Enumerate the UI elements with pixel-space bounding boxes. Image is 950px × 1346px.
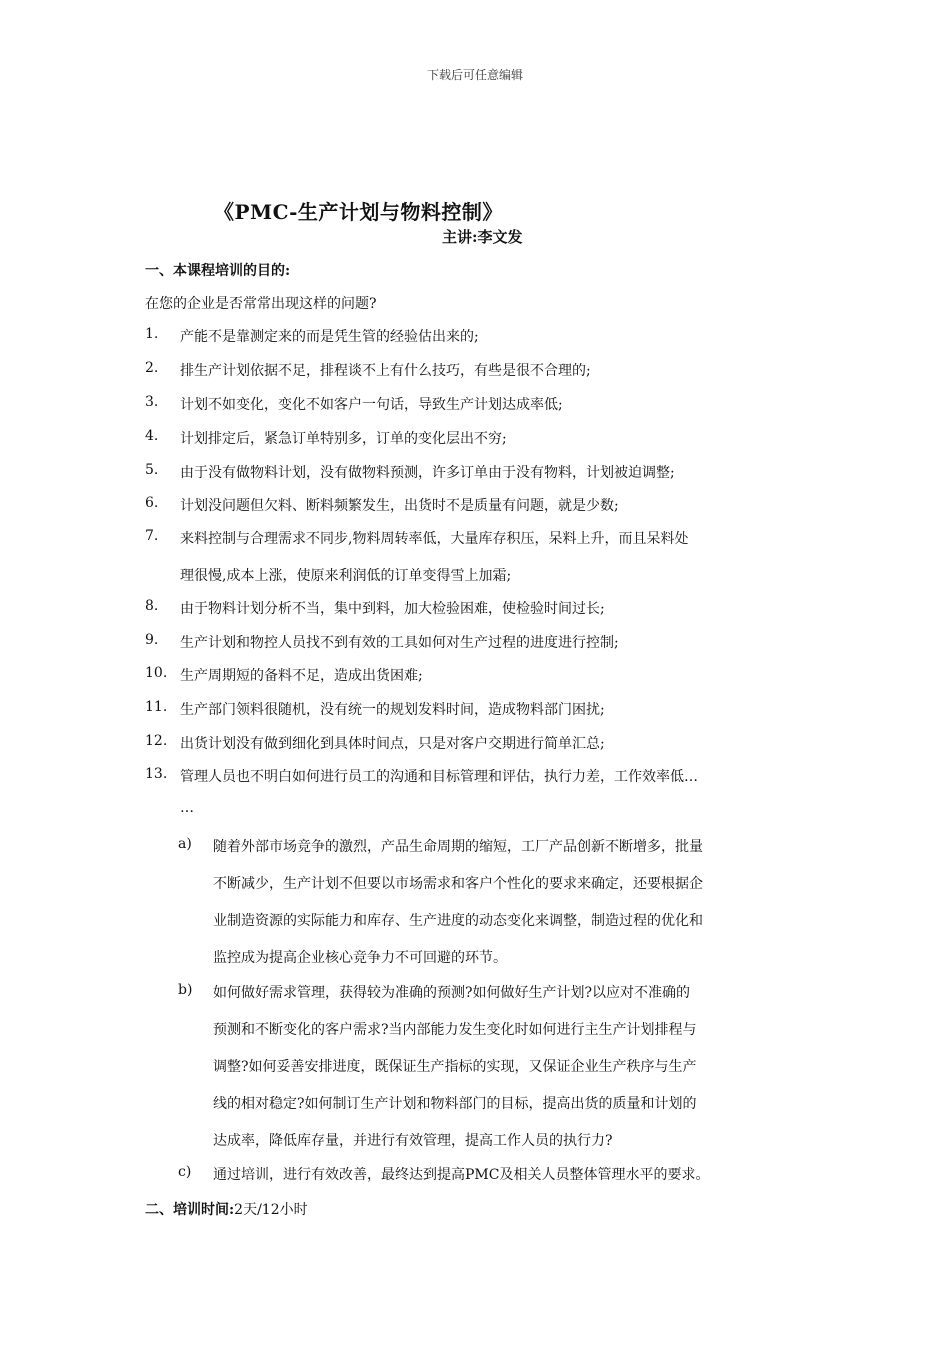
list-item-number: 5. [145,462,159,478]
list-item-number: 10. [145,665,168,681]
section-1-heading: 一、本课程培训的目的: [145,263,291,279]
sub-item-line: 通过培训，进行有效改善，最终达到提高PMC及相关人员整体管理水平的要求。 [213,1167,710,1183]
section-2-heading: 二、培训时间: [145,1202,235,1218]
sub-item-line: 达成率，降低库存量，并进行有效管理，提高工作人员的执行力? [213,1133,613,1149]
sub-item-line: 线的相对稳定?如何制订生产计划和物料部门的目标，提高出货的质量和计划的 [213,1096,697,1112]
list-item-number: 6. [145,495,159,511]
document-title: 《PMC-生产计划与物料控制》 [214,200,503,224]
sub-item-line: 预测和不断变化的客户需求?当内部能力发生变化时如何进行主生产计划排程与 [213,1022,697,1038]
list-item-text: 来料控制与合理需求不同步,物料周转率低，大量库存积压，呆料上升，而且呆料处 [180,531,689,547]
list-item-text: 生产周期短的备料不足，造成出货困难; [180,668,423,684]
list-item-text: 生产部门领料很随机，没有统一的规划发料时间，造成物料部门困扰; [180,702,605,718]
list-item-continuation: … [180,800,194,816]
list-item-number: 1. [145,326,159,342]
list-item-number: 13. [145,766,168,782]
list-item-text: 生产计划和物控人员找不到有效的工具如何对生产过程的进度进行控制; [180,635,619,651]
list-item-number: 12. [145,733,168,749]
list-item-number: 3. [145,394,159,410]
sub-item-line: 不断减少，生产计划不但要以市场需求和客户个性化的要求来确定，还要根据企 [213,876,703,892]
lecturer-line: 主讲:李文发 [442,228,523,246]
sub-item-line: 如何做好需求管理，获得较为准确的预测?如何做好生产计划?以应对不准确的 [213,985,691,1001]
list-item-text: 出货计划没有做到细化到具体时间点，只是对客户交期进行简单汇总; [180,736,605,752]
page-header-note: 下载后可任意编辑 [426,68,523,82]
section-2-heading-row [145,1199,308,1219]
list-item-text: 计划排定后，紧急订单特别多，订单的变化层出不穷; [180,431,507,447]
sub-item-label: c) [178,1164,192,1180]
sub-item-line: 随着外部市场竞争的激烈，产品生命周期的缩短，工厂产品创新不断增多，批量 [213,839,703,855]
sub-item-line: 监控成为提高企业核心竞争力不可回避的环节。 [213,950,507,966]
sub-item-label: b) [178,982,193,998]
list-item-number: 8. [145,598,159,614]
section-1-intro: 在您的企业是否常常出现这样的问题? [145,296,377,312]
sub-item-line: 业制造资源的实际能力和库存、生产进度的动态变化来调整，制造过程的优化和 [213,913,703,929]
list-item-text: 产能不是靠测定来的而是凭生管的经验估出来的; [180,329,479,345]
list-item-text: 管理人员也不明白如何进行员工的沟通和目标管理和评估，执行力差，工作效率低… [180,769,698,785]
list-item-text: 计划没问题但欠料、断料频繁发生，出货时不是质量有问题，就是少数; [180,498,619,514]
list-item-continuation: 理很慢,成本上涨，使原来利润低的订单变得雪上加霜; [180,568,512,584]
sub-item-line: 调整?如何妥善安排进度，既保证生产指标的实现，又保证企业生产秩序与生产 [213,1059,697,1075]
list-item-number: 4. [145,428,159,444]
training-duration: 2天/12小时 [234,1202,308,1218]
list-item-number: 11. [145,699,168,715]
list-item-text: 排生产计划依据不足，排程谈不上有什么技巧，有些是很不合理的; [180,363,591,379]
list-item-text: 由于物料计划分析不当，集中到料，加大检验困难，使检验时间过长; [180,601,605,617]
list-item-text: 由于没有做物料计划，没有做物料预测，许多订单由于没有物料，计划被迫调整; [180,465,675,481]
list-item-number: 2. [145,360,159,376]
list-item-number: 7. [145,528,159,544]
sub-item-label: a) [178,836,192,852]
list-item-text: 计划不如变化，变化不如客户一句话，导致生产计划达成率低; [180,397,563,413]
list-item-number: 9. [145,632,159,648]
